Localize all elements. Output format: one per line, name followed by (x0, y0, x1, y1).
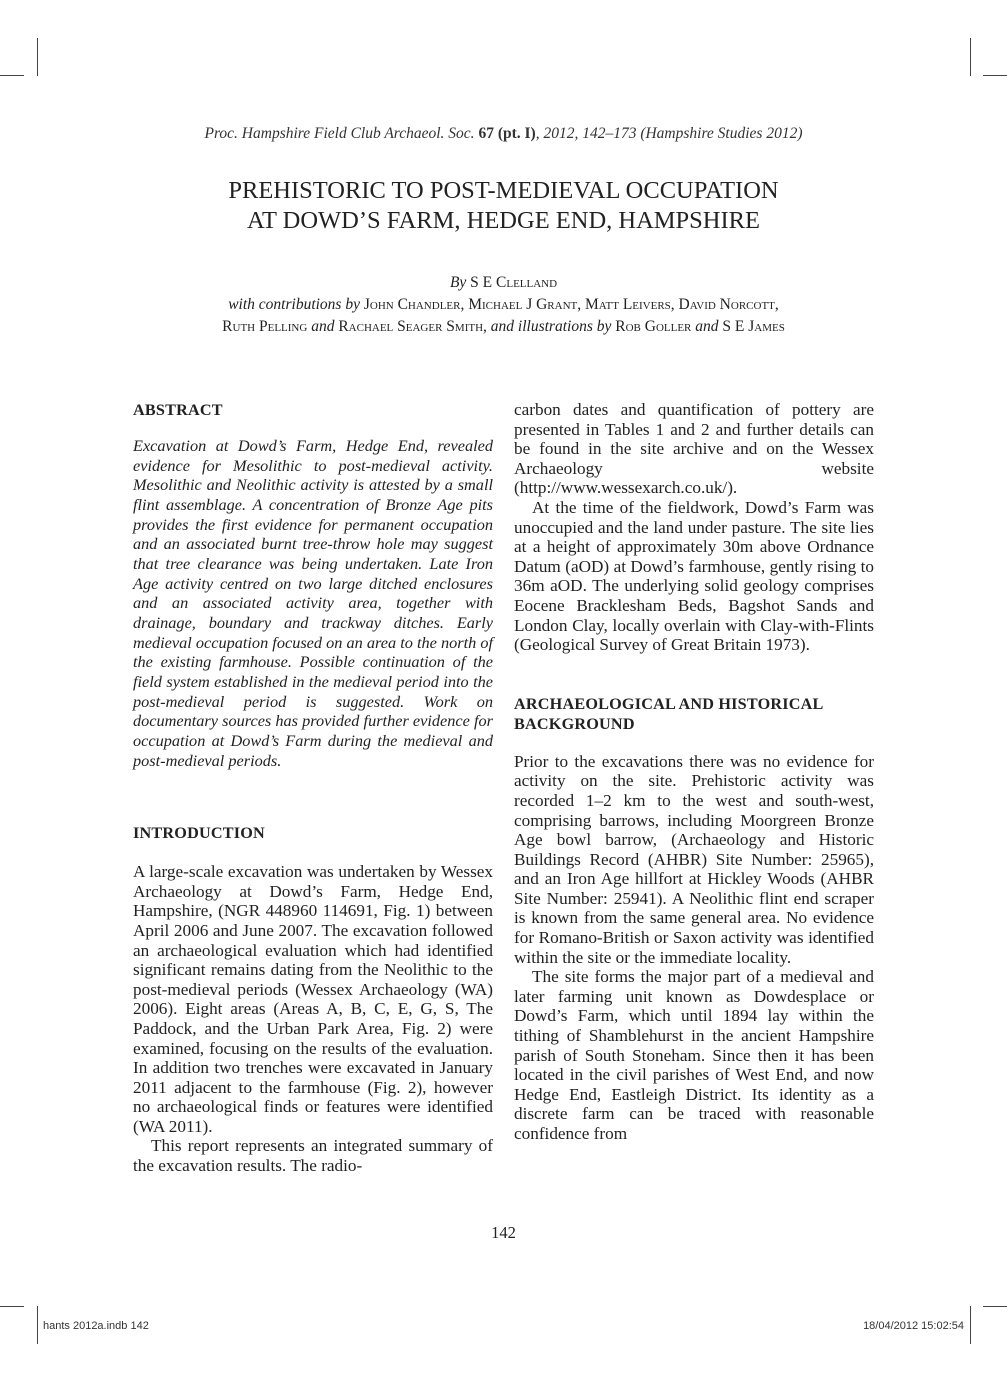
and-label: and (311, 318, 335, 335)
crop-mark (970, 1306, 971, 1344)
paragraph: At the time of the fieldwork, Dowd’s Farm was unoccupied and the land under pasture. The site lies at a height of approximately 30m above Ordnance Datum (aOD) at Dowd’s farmhouse, gently rising to 36m aOD. The underlying solid geology comprises Eocene Bracklesham Beds, Bagshot Sands and London Clay, locally overlain with Clay-with-Flints (Geological Survey of Great Britain 1973). (514, 497, 874, 655)
footer-file: hants 2012a.indb 142 (43, 1320, 149, 1332)
contributor: Ruth Pelling (222, 318, 308, 335)
paragraph: This report represents an integrated summary of the excavation results. The radio- (133, 1136, 493, 1176)
journal-volume: 67 (pt. I) (478, 125, 536, 142)
left-column (133, 400, 493, 1176)
page-number: 142 (491, 1223, 516, 1242)
right-column (514, 400, 874, 1144)
crop-mark (0, 1306, 24, 1307)
contributors-line-2 (0, 316, 1007, 338)
contributor: Rachael Seager Smith, (338, 318, 487, 335)
crop-mark (983, 1306, 1007, 1307)
crop-mark (983, 75, 1007, 76)
background-heading: ARCHAEOLOGICAL AND HISTORICAL BACKGROUND (514, 694, 823, 733)
title-line-2: AT DOWD’S FARM, HEDGE END, HAMPSHIRE (247, 207, 760, 234)
illustrations-label: and illustrations by (490, 318, 612, 335)
abstract-heading: ABSTRACT (133, 401, 223, 419)
paragraph: The site forms the major part of a medieval and later farming unit known as Dowdesplace or Dowd’s Farm, which until 1894 lay within the tithing of Shamblehurst in the ancient Hampshire parish of South Stoneham. Since then it has been located in the civil parishes of West End, and now Hedge End, Eastleigh District. Its identity as a discrete farm can be traced with reasonable confidence from (514, 967, 874, 1143)
paragraph: A large-scale excavation was undertaken by Wessex Archaeology at Dowd’s Farm, Hedge End, Hampshire, (NGR 448960 114691, Fig. 1) between April 2006 and June 2007. The excavation followed an archaeological evaluation which had identified significant remains dating from the Neolithic to the post-medieval periods (Wessex Archaeology (WA) 2006). Eight areas (Areas A, B, C, E, G, S, The Paddock, and the Urban Park Area, Fig. 2) were examined, focusing on the results of the evaluation. In addition two trenches were excavated in January 2011 adjacent to the farmhouse (Fig. 2), however no archaeological finds or features were identified (WA 2011). (133, 862, 493, 1136)
crop-mark (37, 38, 38, 76)
illustrator: S E James (722, 318, 785, 335)
crop-mark (970, 38, 971, 76)
abstract-text: Excavation at Dowd’s Farm, Hedge End, revealed evidence for Mesolithic to post-medieval activity. Mesolithic and Neolithic activity is attested by a small flint assemblage. A concentration of Bronze Age pits provides the first evidence for permanent occupation and an associated burnt tree-throw hole may suggest that tree clearance was being undertaken. Late Iron Age activity centred on two large ditched enclosures and an associated activity area, together with drainage, boundary and trackway ditches. Early medieval occupation focused on an area to the north of the existing farmhouse. Possible continuation of the field system established in the medieval period into the post-medieval period is suggested. Work on documentary sources has provided further evidence for occupation at Dowd’s Farm during the medieval and post-medieval periods. (133, 436, 493, 770)
author-line (0, 272, 1007, 294)
contributions-label: with contributions by (228, 296, 360, 313)
byline (0, 272, 1007, 338)
crop-mark (0, 75, 24, 76)
contributors-line-1 (0, 294, 1007, 316)
footer-datetime: 18/04/2012 15:02:54 (863, 1320, 964, 1332)
by-label: By (449, 274, 467, 291)
journal-details: , 2012, 142–173 (Hampshire Studies 2012) (535, 125, 803, 142)
paragraph: Prior to the excavations there was no evidence for activity on the site. Prehistoric activity was recorded 1–2 km to the west and south-west, comprising barrows, including Moorgreen Bronze Age bowl barrow, (Archaeology and Historic Buildings Record (AHBR) Site Number: 25965), and an Iron Age hillfort at Hickley Woods (AHBR Site Number: 25941). A Neolithic flint end scraper is known from the same general area. No evidence for Romano-British or Saxon activity was identified within the site or the immediate locality. (514, 751, 874, 967)
title-line-1: PREHISTORIC TO POST-MEDIEVAL OCCUPATION (228, 177, 779, 204)
journal-citation (0, 125, 1007, 143)
journal-name: Proc. Hampshire Field Club Archaeol. Soc. (204, 125, 475, 142)
crop-mark (37, 1306, 38, 1344)
paper-title (0, 176, 1007, 236)
author-name: S E Clelland (470, 274, 558, 291)
and-label: and (695, 318, 719, 335)
illustrator: Rob Goller (615, 318, 692, 335)
contributors: John Chandler, Michael J Grant, Matt Leivers, David Norcott, (363, 296, 779, 313)
introduction-heading: INTRODUCTION (133, 824, 265, 843)
paragraph: carbon dates and quantification of pottery are presented in Tables 1 and 2 and further details can be found in the site archive and on the Wessex Archaeology website (http://www.wessexarch.co.uk/). (514, 400, 874, 498)
